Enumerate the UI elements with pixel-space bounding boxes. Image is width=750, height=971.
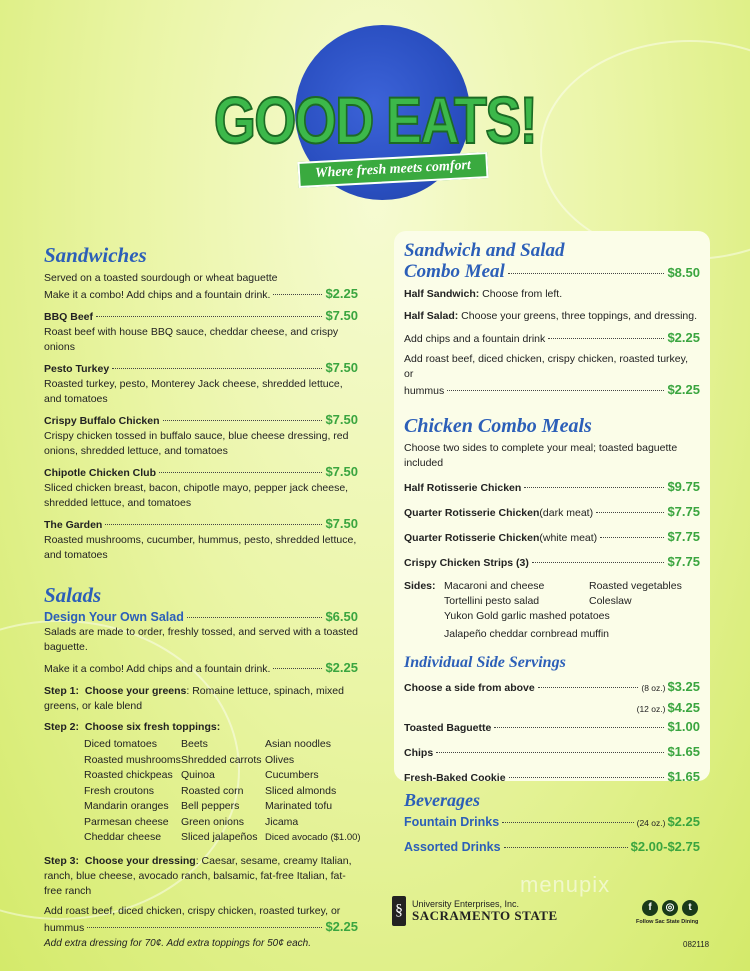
addon-price: $2.25 xyxy=(325,918,358,934)
sandwiches-intro: Served on a toasted sourdough or wheat baguette xyxy=(44,272,278,284)
org-name: University Enterprises, Inc. xyxy=(412,899,520,909)
topping: Quinoa xyxy=(181,769,215,781)
university-logo xyxy=(392,896,558,926)
topping: Bell peppers xyxy=(181,800,240,812)
item-price: $7.50 xyxy=(325,516,358,531)
combo-addon-text: Add roast beef, diced chicken, crispy chicken, roasted turkey, or xyxy=(404,353,689,380)
item-price: $7.50 xyxy=(325,412,358,427)
item-desc: Sliced chicken breast, bacon, chipotle mayo, pepper jack cheese, shredded lettuce, and tomatoes xyxy=(44,482,349,509)
topping: Roasted corn xyxy=(181,784,244,797)
topping: Cheddar cheese xyxy=(84,831,162,843)
follow-text: Follow Sac State Dining xyxy=(636,919,699,925)
combo-title-1: Sandwich and Salad xyxy=(404,240,565,261)
topping: Roasted chickpeas xyxy=(84,769,173,781)
item-name: Crispy Buffalo Chicken xyxy=(44,415,160,427)
menu-item xyxy=(44,308,358,355)
beverages-section xyxy=(404,790,700,855)
combo-addon-row: hummus $2.25 xyxy=(404,382,700,397)
step-1: Step 1: Choose your greens: Romaine lettuce, spinach, mixed greens, or kale blend xyxy=(44,685,344,712)
dyo-salad-price: $6.50 xyxy=(325,609,358,624)
chicken-intro: Choose two sides to complete your meal; toasted baguette included xyxy=(404,442,678,469)
combo-text: Make it a combo! Add chips and a fountain drink. xyxy=(44,663,271,675)
beverages-title: Beverages xyxy=(404,790,480,810)
chicken-item: Quarter Rotisserie Chicken (white meat) $7.75 xyxy=(404,529,700,544)
salad-addon-row: hummus $2.25 xyxy=(44,918,358,934)
item-desc: Crispy chicken tossed in buffalo sauce, blue cheese dressing, red onions, shredded lettuce, and tomatoes xyxy=(44,430,349,457)
sac-state-icon: § xyxy=(392,896,406,926)
combo-price: $2.25 xyxy=(325,660,358,675)
social-links xyxy=(642,900,698,916)
dyo-salad-desc: Salads are made to order, freshly tossed, and served with a toasted baguette. xyxy=(44,626,359,653)
item-price: $7.75 xyxy=(667,504,700,519)
item-price: $7.50 xyxy=(325,360,358,375)
combo-chips-row: Add chips and a fountain drink $2.25 xyxy=(404,330,700,345)
combo-title-2: Combo Meal xyxy=(404,261,505,282)
brand-logo: GOOD EATS! xyxy=(213,83,537,157)
topping: Jicama xyxy=(265,815,299,828)
step-3: Step 3: Choose your dressing: Caesar, sesame, creamy Italian, ranch, blue cheese, avocado ranch, balsamic, fat-free Italian, fat-free ranch xyxy=(44,854,352,897)
salads-title: Salads xyxy=(44,583,102,607)
chicken-item: Crispy Chicken Strips (3) $7.75 xyxy=(404,554,700,569)
side-servings-title: Individual Side Servings xyxy=(404,654,566,671)
chicken-item: Half Rotisserie Chicken $9.75 xyxy=(404,479,700,494)
step-2: Step 2: Choose six fresh toppings: xyxy=(44,721,221,733)
sandwich-combo-row xyxy=(44,286,358,303)
addon-price: $2.25 xyxy=(667,382,700,397)
topping: Diced avocado ($1.00) xyxy=(265,832,361,843)
salad-combo-row xyxy=(44,660,358,677)
topping: Sliced jalapeños xyxy=(181,831,258,843)
topping: Mandarin oranges xyxy=(84,800,169,812)
chips-price: $2.25 xyxy=(667,330,700,345)
item-price: $7.50 xyxy=(325,308,358,323)
half-salad: Half Salad: Choose your greens, three toppings, and dressing. xyxy=(404,310,697,322)
sandwiches-title: Sandwiches xyxy=(44,243,147,267)
item-name: BBQ Beef xyxy=(44,311,94,323)
beverage-row: Assorted Drinks $2.00-$2.75 xyxy=(404,839,700,854)
topping: Cucumbers xyxy=(265,769,319,781)
topping: Parmesan cheese xyxy=(84,815,169,828)
instagram-icon[interactable]: ◎ xyxy=(662,900,678,916)
topping: Olives xyxy=(265,753,295,766)
side-item: Toasted Baguette $1.00 xyxy=(404,719,700,734)
topping: Sliced almonds xyxy=(265,784,337,797)
side-serving-row: Choose a side from above (8 oz.) $3.25 xyxy=(404,679,700,694)
topping: Asian noodles xyxy=(265,738,331,750)
item-price: $7.50 xyxy=(325,464,358,479)
item-name: Pesto Turkey xyxy=(44,363,110,375)
item-price: $7.75 xyxy=(667,529,700,544)
combo-title-row xyxy=(404,261,700,282)
side-item: Fresh-Baked Cookie $1.65 xyxy=(404,769,700,784)
brand-tagline: Where fresh meets comfort xyxy=(297,152,488,188)
org-school: SACRAMENTO STATE xyxy=(412,908,558,923)
left-column xyxy=(44,243,361,951)
right-column xyxy=(404,240,700,786)
salad-addon-text: Add roast beef, diced chicken, crispy chicken, roasted turkey, or xyxy=(44,904,341,917)
item-desc: Roasted turkey, pesto, Monterey Jack cheese, shredded lettuce, and tomatoes xyxy=(44,378,343,405)
facebook-icon[interactable]: f xyxy=(642,900,658,916)
chicken-title: Chicken Combo Meals xyxy=(404,415,592,437)
combo-price: $2.25 xyxy=(325,286,358,301)
dyo-salad-row xyxy=(44,609,358,625)
side-item: Chips $1.65 xyxy=(404,744,700,759)
side-serving-row-large: (12 oz.) $4.25 xyxy=(636,700,700,715)
topping: Marinated tofu xyxy=(265,800,333,812)
menu-item xyxy=(44,412,358,459)
item-price: $7.75 xyxy=(667,554,700,569)
item-name: The Garden xyxy=(44,519,103,531)
item-desc: Roasted mushrooms, cucumber, hummus, pesto, shredded lettuce, and tomatoes xyxy=(44,534,357,561)
dyo-salad-name: Design Your Own Salad xyxy=(44,610,184,624)
menu-item xyxy=(44,464,358,511)
combo-meal-price: $8.50 xyxy=(667,265,700,280)
toppings-grid xyxy=(84,737,361,846)
item-price: $9.75 xyxy=(667,479,700,494)
menu-item xyxy=(44,360,358,407)
extras-note: Add extra dressing for 70¢. Add extra toppings for 50¢ each. xyxy=(44,937,312,949)
menu-item xyxy=(44,516,358,563)
topping: Shredded carrots xyxy=(181,753,262,766)
sides-list: Sides: Macaroni and cheese Roasted vegetables Tortellini pesto salad Coleslaw Yukon Gold garlic mashed potatoes Jalapeño cheddar cornbread muffin xyxy=(404,580,682,640)
item-name: Chipotle Chicken Club xyxy=(44,467,157,479)
topping: Fresh croutons xyxy=(84,784,155,797)
beverage-row: Fountain Drinks (24 oz.) $2.25 xyxy=(404,814,700,829)
item-desc: Roast beef with house BBQ sauce, cheddar cheese, and crispy onions xyxy=(44,326,339,353)
twitter-icon[interactable]: t xyxy=(682,900,698,916)
topping: Green onions xyxy=(181,815,245,828)
topping: Diced tomatoes xyxy=(84,738,157,750)
watermark: menupix xyxy=(520,872,611,897)
chicken-item: Quarter Rotisserie Chicken (dark meat) $7.75 xyxy=(404,504,700,519)
half-sandwich: Half Sandwich: Choose from left. xyxy=(404,288,563,300)
print-code: 082118 xyxy=(683,940,710,949)
topping: Roasted mushrooms xyxy=(84,753,181,766)
topping: Beets xyxy=(181,738,208,750)
combo-text: Make it a combo! Add chips and a fountain drink. xyxy=(44,289,271,301)
header xyxy=(0,0,750,230)
